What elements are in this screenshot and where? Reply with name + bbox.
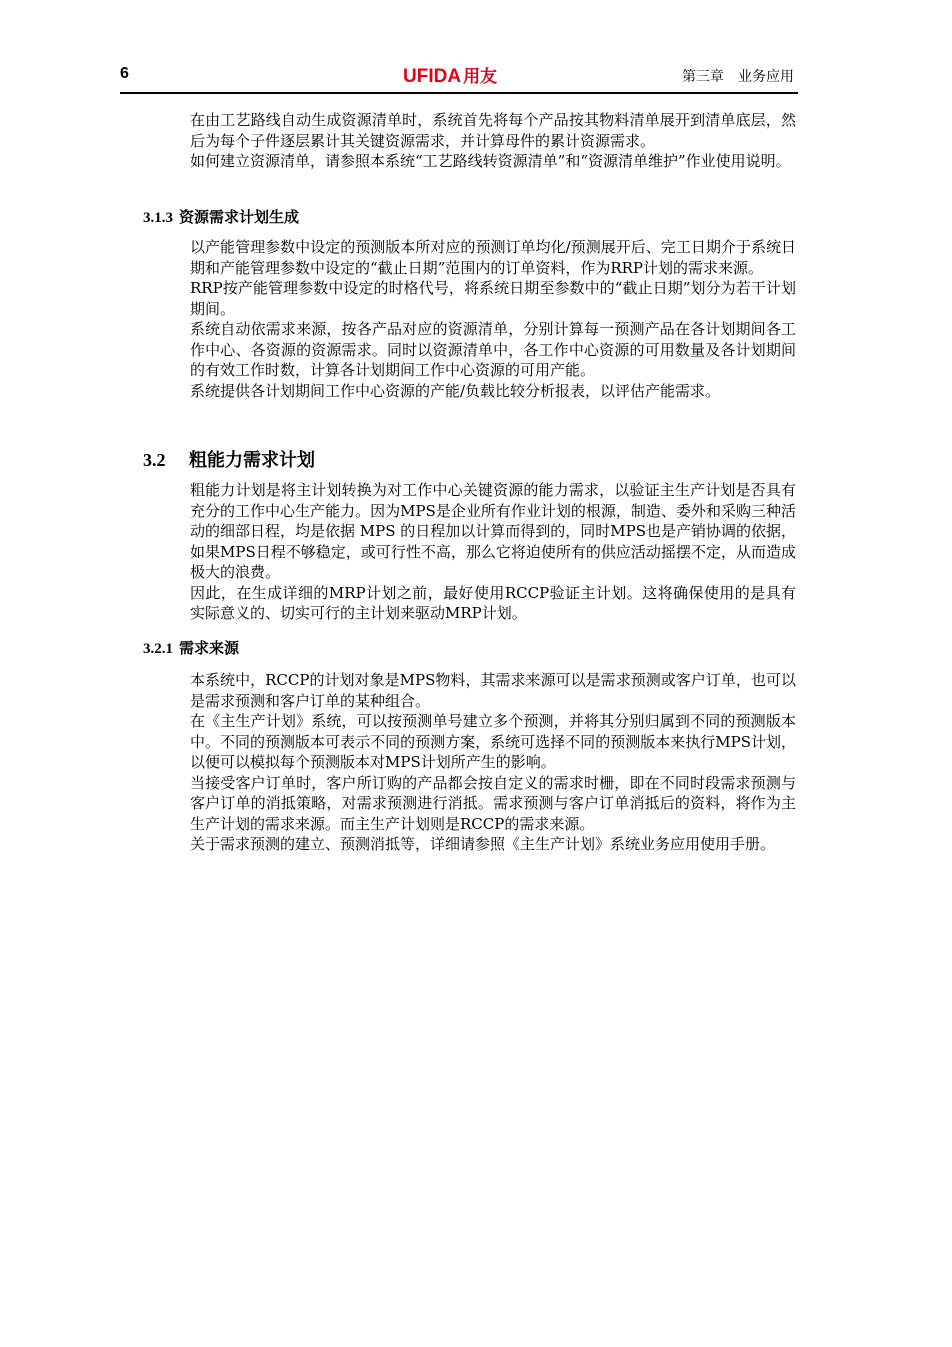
paragraph: 本系统中，RCCP的计划对象是MPS物料，其需求来源可以是需求预测或客户订单，也可以是需求预测和客户订单的某种组合。 <box>190 671 796 710</box>
section-title: 粗能力需求计划 <box>189 450 315 471</box>
section-title: 需求来源 <box>179 639 240 657</box>
paragraph: 系统提供各计划期间工作中心资源的产能/负载比较分析报表，以评估产能需求。 <box>190 381 721 400</box>
section-number: 3.1.3 <box>143 210 173 226</box>
section-heading-3-2 <box>143 446 315 472</box>
page-header <box>120 62 798 94</box>
page-number: 6 <box>120 65 129 82</box>
paragraph: 如何建立资源清单，请参照本系统“工艺路线转资源清单”和“资源清单维护”作业使用说明。 <box>190 152 791 170</box>
paragraph: 当接受客户订单时，客户所订购的产品都会按自定义的需求时栅，即在不同时段需求预测与客户订单的消抵策略，对需求预测进行消抵。需求预测与客户订单消抵后的资料，将作为主生产计划的需求来源。而主生产计划则是RCCP的需求来源。 <box>190 773 796 833</box>
section-3-2-body <box>190 480 796 624</box>
section-3-2-1-body <box>190 670 796 855</box>
paragraph: 因此，在生成详细的MRP计划之前，最好使用RCCP验证主计划。这将确保使用的是具有实际意义的、切实可行的主计划来驱动MRP计划。 <box>190 583 796 622</box>
section-number: 3.2.1 <box>143 641 173 657</box>
chapter-title: 第三章 业务应用 <box>682 69 794 85</box>
paragraph: 粗能力计划是将主计划转换为对工作中心关键资源的能力需求，以验证主生产计划是否具有充分的工作中心生产能力。因为MPS是企业所有作业计划的根源，制造、委外和采购三种活动的细部日程，均是依据 MPS 的日程加以计算而得到的，同时MPS也是产销协调的依据，如果MPS日程不够稳定，或可行性不高，那么它将迫使所有的供应活动摇摆不定，从而造成极大的浪费。 <box>190 481 796 581</box>
paragraph: 关于需求预测的建立、预测消抵等，详细请参照《主生产计划》系统业务应用使用手册。 <box>190 835 776 853</box>
paragraph: 以产能管理参数中设定的预测版本所对应的预测订单均化/预测展开后、完工日期介于系统日期和产能管理参数中设定的“截止日期”范围内的订单资料，作为RRP计划的需求来源。 <box>190 238 796 277</box>
section-3-1-3-body <box>190 237 796 401</box>
section-title: 资源需求计划生成 <box>179 208 300 226</box>
logo-chinese: 用友 <box>463 67 498 87</box>
section-heading-3-2-1 <box>143 637 239 658</box>
paragraph: 系统自动依需求来源，按各产品对应的资源清单，分别计算每一预测产品在各计划期间各工作中心、各资源的资源需求。同时以资源清单中，各工作中心资源的可用数量及各计划期间的有效工作时数，计算各计划期间工作中心资源的可用产能。 <box>190 320 796 379</box>
ufida-logo <box>403 62 497 88</box>
paragraph: RRP按产能管理参数中设定的时格代号，将系统日期至参数中的“截止日期”划分为若干计划期间。 <box>190 279 796 318</box>
section-number: 3.2 <box>143 450 166 470</box>
section-heading-3-1-3 <box>143 206 299 227</box>
logo-latin: UFIDA <box>403 66 462 87</box>
intro-block <box>190 110 796 172</box>
paragraph: 在《主生产计划》系统，可以按预测单号建立多个预测，并将其分别归属到不同的预测版本中。不同的预测版本可表示不同的预测方案，系统可选择不同的预测版本来执行MPS计划，以便可以模拟每个预测版本对MPS计划所产生的影响。 <box>190 712 796 771</box>
paragraph: 在由工艺路线自动生成资源清单时，系统首先将每个产品按其物料清单展开到清单底层，然后为每个子件逐层累计其关键资源需求，并计算母件的累计资源需求。 <box>190 111 796 150</box>
